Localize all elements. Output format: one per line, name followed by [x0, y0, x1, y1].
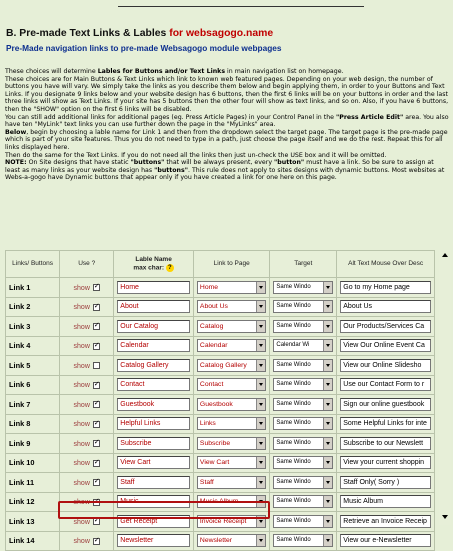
header-link-to: Link to Page — [194, 251, 269, 277]
chevron-down-icon[interactable] — [256, 340, 265, 351]
target-select[interactable]: Same Windo — [273, 515, 333, 528]
label-name-input[interactable]: Newsletter — [117, 534, 190, 547]
use-checkbox[interactable] — [93, 440, 100, 447]
table-row — [6, 473, 434, 492]
chevron-down-icon[interactable] — [323, 457, 332, 468]
use-checkbox[interactable] — [93, 499, 100, 506]
use-checkbox[interactable] — [93, 362, 100, 369]
link-number: Link 5 — [6, 356, 59, 375]
chevron-down-icon[interactable] — [256, 379, 265, 390]
chevron-down-icon[interactable] — [323, 438, 332, 449]
link-number: Link 1 — [6, 278, 59, 297]
show-label: show — [73, 518, 90, 526]
chevron-down-icon[interactable] — [323, 496, 332, 507]
link-number: Link 6 — [6, 376, 59, 395]
chevron-down-icon[interactable] — [323, 282, 332, 293]
link-to-cell — [194, 493, 269, 512]
link-to-cell — [194, 337, 269, 356]
alt-text-input[interactable]: Sign our online guestbook — [340, 398, 431, 411]
alt-text-cell — [337, 415, 434, 434]
target-select[interactable]: Same Windo — [273, 378, 333, 391]
link-number: Link 8 — [6, 415, 59, 434]
chevron-down-icon[interactable] — [323, 399, 332, 410]
table-row — [6, 278, 434, 297]
help-icon[interactable]: ? — [166, 264, 174, 272]
target-cell — [270, 395, 336, 414]
use-checkbox[interactable] — [93, 304, 100, 311]
section-heading — [6, 28, 273, 39]
chevron-down-icon[interactable] — [256, 282, 265, 293]
use-cell — [60, 454, 113, 473]
target-cell — [270, 473, 336, 492]
link-number: Link 7 — [6, 395, 59, 414]
show-label: show — [73, 499, 90, 507]
alt-text-cell — [337, 434, 434, 453]
use-checkbox[interactable] — [93, 518, 100, 525]
target-select[interactable]: Calendar Wi — [273, 339, 333, 352]
alt-text-input[interactable]: Our Products/Services Ca — [340, 320, 431, 333]
link-number: Link 4 — [6, 337, 59, 356]
alt-text-input[interactable]: View our e-Newsletter — [340, 534, 431, 547]
instructions-para-2: These choices are for Main Buttons & Text Links which link to known web featured pages. Depending on your web design, the number of buttons you have will vary. We simply take the links as you describe them below and begin applying them, in order to your Buttons and Text Links. If you designate 9 links below and your website design has 6 buttons, then the first 6 links will be on your buttons in order and the last three links will show as Text Links. If your site has 5 buttons then the other four will show as text links, and so on. Also, if you have 6 buttons, then the "SHOW" option on the first 6 links will be disabled. — [5, 75, 449, 113]
link-to-cell — [194, 434, 269, 453]
show-label: show — [73, 304, 90, 312]
alt-text-input[interactable]: View our Online Slidesho — [340, 359, 431, 372]
link-to-page-select[interactable]: Invoice Receipt — [197, 515, 266, 528]
alt-text-cell — [337, 454, 434, 473]
links-table — [5, 250, 435, 551]
alt-text-cell — [337, 493, 434, 512]
alt-text-cell — [337, 356, 434, 375]
use-checkbox[interactable] — [93, 401, 100, 408]
alt-text-cell — [337, 395, 434, 414]
table-row — [6, 512, 434, 531]
show-label: show — [73, 440, 90, 448]
link-to-cell — [194, 317, 269, 336]
link-to-cell — [194, 395, 269, 414]
target-select[interactable]: Same Windo — [273, 359, 333, 372]
table-row — [6, 317, 434, 336]
link-to-cell — [194, 473, 269, 492]
label-cell — [114, 376, 193, 395]
target-cell — [270, 493, 336, 512]
label-cell — [114, 512, 193, 531]
alt-text-input[interactable]: Use our Contact Form to r — [340, 378, 431, 391]
vertical-scrollbar[interactable] — [439, 250, 451, 525]
link-to-cell — [194, 278, 269, 297]
scroll-up-arrow-icon[interactable] — [440, 250, 450, 260]
label-cell — [114, 298, 193, 317]
label-name-input[interactable]: Guestbook — [117, 398, 190, 411]
label-name-input[interactable]: View Cart — [117, 456, 190, 469]
use-cell — [60, 493, 113, 512]
alt-text-input[interactable]: Subscribe to our Newslett — [340, 437, 431, 450]
label-cell — [114, 337, 193, 356]
chevron-down-icon[interactable] — [256, 360, 265, 371]
target-select[interactable]: Same Windo — [273, 300, 333, 313]
show-label: show — [73, 479, 90, 487]
target-select[interactable]: Same Windo — [273, 437, 333, 450]
header-links: Links/ Buttons — [6, 251, 59, 277]
show-label: show — [73, 421, 90, 429]
use-cell — [60, 395, 113, 414]
target-cell — [270, 298, 336, 317]
target-select[interactable]: Same Windo — [273, 456, 333, 469]
link-number: Link 14 — [6, 532, 59, 551]
alt-text-input[interactable]: About Us — [340, 300, 431, 313]
label-cell — [114, 434, 193, 453]
alt-text-cell — [337, 337, 434, 356]
use-checkbox[interactable] — [93, 323, 100, 330]
instructions-note: NOTE: On Site designs that have static "buttons" that will be always present, every "button" must have a link. So be sure to assign at least as many links as your website design has "buttons". This rule does not apply to sites designs with dynamic buttons. Most websites at Webs-a-gogo have Dynamic buttons that appear only if you have created a link for one here on this page. — [5, 159, 445, 182]
link-to-page-select[interactable]: About Us — [197, 300, 266, 313]
chevron-down-icon[interactable] — [256, 399, 265, 410]
use-checkbox[interactable] — [93, 284, 100, 291]
instructions-para-4: Below, begin by choosing a lable name for Link 1 and then from the dropdown select the target page. The target page is the pre-made page which is part of your site features. Thus you do not need to type in a path, just choose the page itself and we do the rest. Repeat this for all links displayed here. — [5, 128, 448, 151]
table-row — [6, 356, 434, 375]
alt-text-input[interactable]: Go to my Home page — [340, 281, 431, 294]
alt-text-cell — [337, 317, 434, 336]
top-divider — [118, 6, 364, 7]
alt-text-cell — [337, 512, 434, 531]
use-cell — [60, 512, 113, 531]
link-to-cell — [194, 415, 269, 434]
target-cell — [270, 415, 336, 434]
show-label: show — [73, 538, 90, 546]
target-select[interactable]: Same Windo — [273, 281, 333, 294]
target-cell — [270, 278, 336, 297]
chevron-down-icon[interactable] — [323, 340, 332, 351]
link-to-page-select[interactable]: Catalog Gallery — [197, 359, 266, 372]
chevron-down-icon[interactable] — [256, 438, 265, 449]
label-cell — [114, 493, 193, 512]
use-checkbox[interactable] — [93, 538, 100, 545]
chevron-down-icon[interactable] — [256, 301, 265, 312]
use-checkbox[interactable] — [93, 479, 100, 486]
label-cell — [114, 415, 193, 434]
target-select[interactable]: Same Windo — [273, 417, 333, 430]
target-cell — [270, 512, 336, 531]
chevron-down-icon[interactable] — [256, 457, 265, 468]
target-select[interactable]: Same Windo — [273, 320, 333, 333]
use-cell — [60, 278, 113, 297]
alt-text-cell — [337, 473, 434, 492]
show-label: show — [73, 460, 90, 468]
link-to-page-select[interactable]: Links — [197, 417, 266, 430]
alt-text-cell — [337, 532, 434, 551]
link-number: Link 10 — [6, 454, 59, 473]
alt-text-cell — [337, 376, 434, 395]
target-select[interactable]: Same Windo — [273, 476, 333, 489]
link-to-page-select[interactable]: Guestbook — [197, 398, 266, 411]
table-row — [6, 337, 434, 356]
label-name-input[interactable]: Staff — [117, 476, 190, 489]
link-number: Link 9 — [6, 434, 59, 453]
section-heading-text: B. Pre-made Text Links & Lables — [6, 28, 170, 39]
label-cell — [114, 395, 193, 414]
table-row — [6, 454, 434, 473]
chevron-down-icon[interactable] — [323, 321, 332, 332]
use-cell — [60, 415, 113, 434]
chevron-down-icon[interactable] — [256, 418, 265, 429]
show-label: show — [73, 284, 90, 292]
label-name-input[interactable]: Helpful Links — [117, 417, 190, 430]
use-checkbox[interactable] — [93, 460, 100, 467]
target-select[interactable]: Same Windo — [273, 398, 333, 411]
label-cell — [114, 532, 193, 551]
table-row — [6, 532, 434, 551]
link-number: Link 13 — [6, 512, 59, 531]
table-row — [6, 415, 434, 434]
target-cell — [270, 434, 336, 453]
target-cell — [270, 337, 336, 356]
use-cell — [60, 376, 113, 395]
alt-text-input[interactable]: Some Helpful Links for inte — [340, 417, 431, 430]
label-cell — [114, 278, 193, 297]
show-label: show — [73, 343, 90, 351]
target-select[interactable]: Same Windo — [273, 534, 333, 547]
target-cell — [270, 376, 336, 395]
use-cell — [60, 434, 113, 453]
chevron-down-icon[interactable] — [256, 477, 265, 488]
link-number: Link 12 — [6, 493, 59, 512]
link-to-cell — [194, 532, 269, 551]
label-name-input[interactable]: About — [117, 300, 190, 313]
table-row — [6, 395, 434, 414]
link-to-cell — [194, 298, 269, 317]
link-number: Link 3 — [6, 317, 59, 336]
alt-text-input[interactable]: Retrieve an Invoice Receip — [340, 515, 431, 528]
use-checkbox[interactable] — [93, 421, 100, 428]
alt-text-cell — [337, 298, 434, 317]
chevron-down-icon[interactable] — [323, 418, 332, 429]
link-to-page-select[interactable]: Music Album — [197, 495, 266, 508]
table-row — [6, 434, 434, 453]
link-to-cell — [194, 356, 269, 375]
site-name: for websagogo.name — [169, 28, 274, 39]
label-cell — [114, 356, 193, 375]
alt-text-input[interactable]: View Our Online Event Ca — [340, 339, 431, 352]
alt-text-input[interactable]: Staff Only( Sorry ) — [340, 476, 431, 489]
header-label: Lable Name max char: ? — [114, 251, 193, 277]
header-target: Target — [270, 251, 336, 277]
instructions-text — [5, 68, 450, 182]
target-cell — [270, 356, 336, 375]
link-to-cell — [194, 376, 269, 395]
link-to-page-select[interactable]: Staff — [197, 476, 266, 489]
chevron-down-icon[interactable] — [256, 496, 265, 507]
show-label: show — [73, 362, 90, 370]
use-cell — [60, 337, 113, 356]
label-name-input[interactable]: Calendar — [117, 339, 190, 352]
chevron-down-icon[interactable] — [323, 535, 332, 546]
label-name-input[interactable]: Music — [117, 495, 190, 508]
show-label: show — [73, 401, 90, 409]
use-cell — [60, 317, 113, 336]
header-use: Use ? — [60, 251, 113, 277]
label-cell — [114, 317, 193, 336]
chevron-down-icon[interactable] — [256, 535, 265, 546]
target-cell — [270, 532, 336, 551]
instructions-para-1: These choices will determine Lables for Buttons and/or Text Links in main navigation list on homepage. — [5, 68, 344, 75]
label-name-input[interactable]: Our Catalog — [117, 320, 190, 333]
link-to-cell — [194, 512, 269, 531]
use-cell — [60, 532, 113, 551]
label-name-input[interactable]: Home — [117, 281, 190, 294]
label-name-input[interactable]: Get Receipt — [117, 515, 190, 528]
label-name-input[interactable]: Contact — [117, 378, 190, 391]
chevron-down-icon[interactable] — [256, 516, 265, 527]
table-row — [6, 376, 434, 395]
target-cell — [270, 317, 336, 336]
link-to-cell — [194, 454, 269, 473]
target-select[interactable]: Same Windo — [273, 495, 333, 508]
link-to-page-select[interactable]: Contact — [197, 378, 266, 391]
section-subheading: Pre-Made navigation links to pre-made Websagogo module webpages — [6, 43, 282, 53]
use-checkbox[interactable] — [93, 382, 100, 389]
target-cell — [270, 454, 336, 473]
label-name-input[interactable]: Subscribe — [117, 437, 190, 450]
label-cell — [114, 454, 193, 473]
use-cell — [60, 356, 113, 375]
show-label: show — [73, 382, 90, 390]
chevron-down-icon[interactable] — [323, 516, 332, 527]
show-label: show — [73, 323, 90, 331]
chevron-down-icon[interactable] — [323, 477, 332, 488]
link-to-page-select[interactable]: Home — [197, 281, 266, 294]
use-cell — [60, 298, 113, 317]
instructions-para-3: You can still add additional links for additional pages (eg. Press Article Pages) in your Control Panel in the "Press Article Edit" area. You also have ten "MyLink" text links you can use further down the page in the "MyLinks" area. — [5, 113, 449, 129]
table-header-row — [6, 251, 434, 277]
link-to-page-select[interactable]: View Cart — [197, 456, 266, 469]
link-number: Link 11 — [6, 473, 59, 492]
label-name-input[interactable]: Catalog Gallery — [117, 359, 190, 372]
chevron-down-icon[interactable] — [323, 301, 332, 312]
use-cell — [60, 473, 113, 492]
use-checkbox[interactable] — [93, 343, 100, 350]
link-number: Link 2 — [6, 298, 59, 317]
chevron-down-icon[interactable] — [256, 321, 265, 332]
link-to-page-select[interactable]: Catalog — [197, 320, 266, 333]
link-to-page-select[interactable]: Subscribe — [197, 437, 266, 450]
header-alt-text: Alt Text Mouse Over Desc — [337, 251, 434, 277]
scroll-down-arrow-icon[interactable] — [440, 512, 450, 522]
alt-text-cell — [337, 278, 434, 297]
alt-text-input[interactable]: Music Album — [340, 495, 431, 508]
link-to-page-select[interactable]: Calendar — [197, 339, 266, 352]
label-cell — [114, 473, 193, 492]
table-row — [6, 298, 434, 317]
chevron-down-icon[interactable] — [323, 379, 332, 390]
alt-text-input[interactable]: View your current shoppin — [340, 456, 431, 469]
link-to-page-select[interactable]: Newsletter — [197, 534, 266, 547]
instructions-para-5: Then do the same for the Text Links. If you do not need all the links then just un-check the USE box and it will be omitted. — [5, 151, 387, 159]
table-row — [6, 493, 434, 512]
chevron-down-icon[interactable] — [323, 360, 332, 371]
